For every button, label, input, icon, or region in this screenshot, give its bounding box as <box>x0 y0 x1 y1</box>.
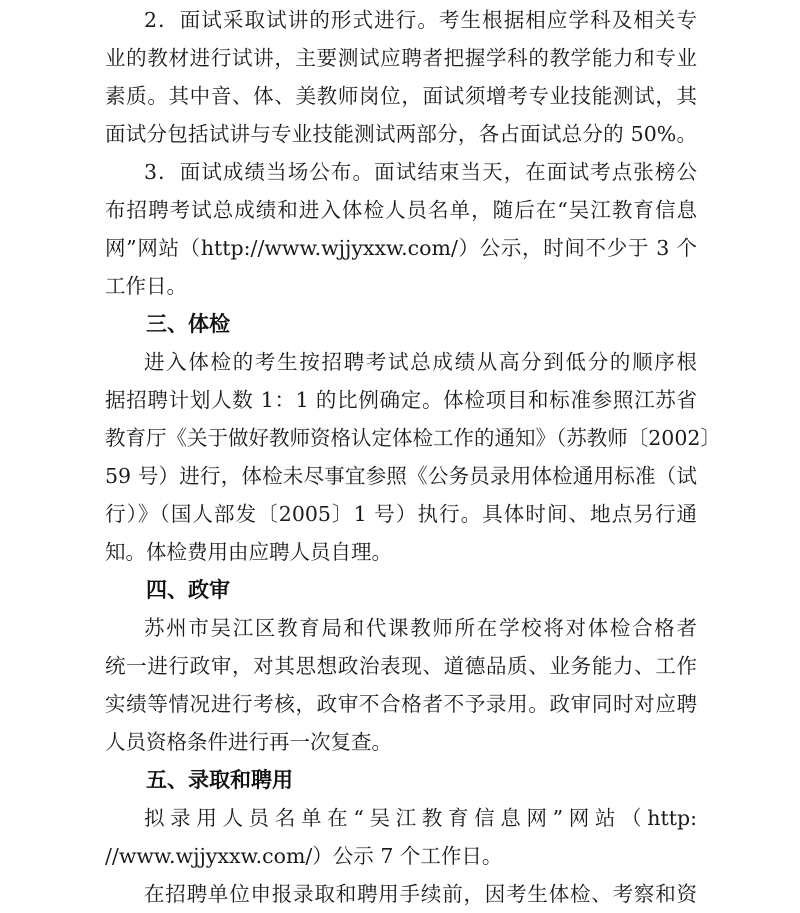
paragraph-interview-format-line: 面试分包括试讲与专业技能测试两部分，各占面试总分的 50%。 <box>105 122 697 146</box>
paragraph-political-review-line: 苏州市吴江区教育局和代课教师所在学校将对体检合格者 <box>144 616 697 640</box>
paragraph-physical-exam-line: 知。体检费用由应聘人员自理。 <box>105 540 392 564</box>
paragraph-political-review-line: 实绩等情况进行考核，政审不合格者不予录用。政审同时对应聘 <box>105 692 697 716</box>
paragraph-political-review-line: 人员资格条件进行再一次复查。 <box>105 730 392 754</box>
paragraph-physical-exam-line: 教育厅《关于做好教师资格认定体检工作的通知》（苏教师〔2002〕 <box>105 426 721 450</box>
paragraph-physical-exam-line: 进入体检的考生按招聘考试总成绩从高分到低分的顺序根 <box>144 350 697 374</box>
paragraph-physical-exam-line: 据招聘计划人数 1：1 的比例确定。体检项目和标准参照江苏省 <box>105 388 697 412</box>
paragraph-admission-procedure-line: 在招聘单位申报录取和聘用手续前，因考生体检、考察和资 <box>144 882 697 906</box>
section-heading-political-review: 四、政审 <box>146 578 230 602</box>
section-heading-physical-exam: 三、体检 <box>146 312 230 336</box>
paragraph-admission-notice-line: //www.wjjyxxw.com/）公示 7 个工作日。 <box>105 844 503 868</box>
paragraph-interview-format-line: 业的教材进行试讲，主要测试应聘者把握学科的教学能力和专业 <box>105 46 697 70</box>
paragraph-interview-results-line: 3．面试成绩当场公布。面试结束当天，在面试考点张榜公 <box>144 160 697 184</box>
section-heading-admission: 五、录取和聘用 <box>146 768 293 792</box>
paragraph-interview-results-line: 布招聘考试总成绩和进入体检人员名单，随后在“吴江教育信息 <box>105 198 697 222</box>
paragraph-interview-format-line: 素质。其中音、体、美教师岗位，面试须增考专业技能测试，其 <box>105 84 697 108</box>
paragraph-physical-exam-line: 行）》（国人部发〔2005〕1 号）执行。具体时间、地点另行通 <box>105 502 697 526</box>
paragraph-physical-exam-line: 59 号）进行，体检未尽事宜参照《公务员录用体检通用标准（试 <box>105 464 697 488</box>
paragraph-admission-notice-line: 拟录用人员名单在“吴江教育信息网”网站（http: <box>144 806 697 830</box>
paragraph-interview-results-line: 网”网站（http://www.wjjyxxw.com/）公示，时间不少于 3 个 <box>105 236 697 260</box>
paragraph-interview-format-line: 2．面试采取试讲的形式进行。考生根据相应学科及相关专 <box>144 8 697 32</box>
paragraph-political-review-line: 统一进行政审，对其思想政治表现、道德品质、业务能力、工作 <box>105 654 697 678</box>
paragraph-interview-results-line: 工作日。 <box>105 274 187 298</box>
